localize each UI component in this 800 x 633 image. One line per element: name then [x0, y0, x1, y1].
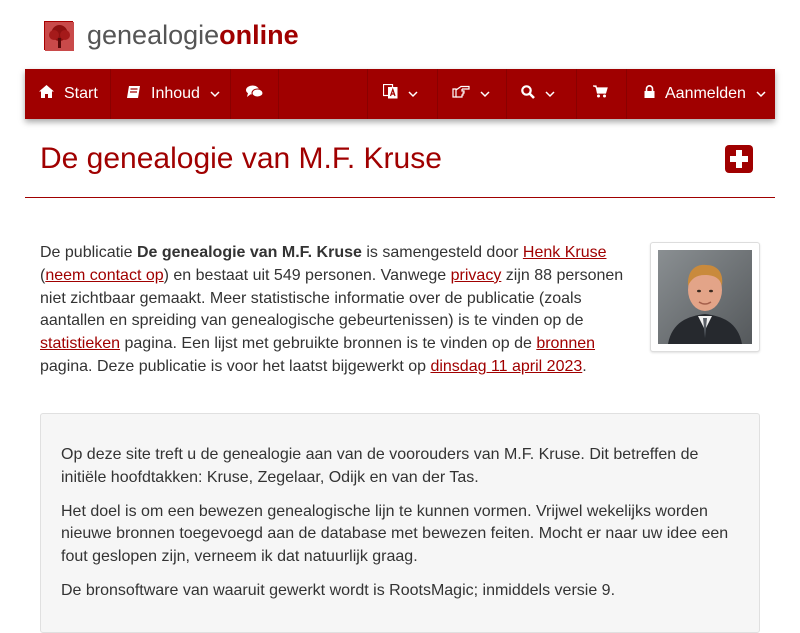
nav-shop[interactable] — [577, 69, 627, 119]
intro-text: pagina. Deze publicatie is voor het laatst bijgewerkt op — [40, 357, 431, 375]
author-photo — [658, 250, 752, 344]
intro-text: pagina. Een lijst met gebruikte bronnen is te vinden op de — [120, 335, 537, 353]
nav-inhoud[interactable] — [111, 69, 231, 119]
search-icon — [521, 85, 535, 104]
nav-start-label: Start — [64, 85, 98, 102]
nav-language[interactable] — [368, 69, 438, 119]
title-row — [25, 140, 775, 198]
intro-text: ) en bestaat uit 549 personen. Vanwege — [163, 266, 451, 284]
nav-inhoud-label: Inhoud — [151, 85, 200, 102]
home-icon — [39, 85, 54, 103]
contact-link[interactable]: neem contact op — [45, 266, 164, 284]
last-updated-link[interactable]: dinsdag 11 april 2023 — [430, 357, 583, 375]
logo-text-accent: online — [219, 20, 299, 50]
chat-icon — [246, 85, 263, 103]
nav-login[interactable] — [627, 69, 775, 119]
nav-login-label: Aanmelden — [665, 85, 746, 102]
author-photo-frame — [650, 242, 760, 352]
nav-spacer — [279, 69, 368, 119]
chevron-down-icon — [408, 85, 418, 103]
lock-icon — [644, 85, 655, 103]
tree-logo-icon — [44, 21, 73, 50]
description-paragraph: Het doel is om een bewezen genealogische lijn te kunnen vormen. Vrijwel wekelijks worden nieuwe bronnen toegevoegd aan de database met bewezen feiten. Mocht er naar uw idee een fout geslopen zijn, verneem ik dat natuurlijk graag. — [61, 502, 729, 566]
language-icon — [383, 84, 398, 104]
chevron-down-icon — [756, 85, 766, 103]
page-title: De genealogie van M.F. Kruse — [40, 142, 442, 175]
nav-contribute[interactable] — [438, 69, 507, 119]
publication-name: De genealogie van M.F. Kruse — [136, 244, 362, 261]
site-logo[interactable] — [44, 18, 299, 52]
description-paragraph: De bronsoftware van waaruit gewerkt wordt is RootsMagic; inmiddels versie 9. — [61, 581, 616, 599]
nav-forum[interactable] — [231, 69, 279, 119]
chevron-down-icon — [480, 85, 490, 103]
intro-text: zijn 88 personen niet zichtbaar gemaakt. Meer statistische informatie over de publicatie (zoals aantallen en spreiding van genealogische gebeurtenissen) is te vinden op de — [40, 266, 624, 330]
statistics-link[interactable]: statistieken — [40, 335, 121, 353]
intro-text: ( — [40, 266, 46, 284]
logo-text-main: genealogie — [87, 20, 220, 50]
intro-text: . — [582, 357, 587, 375]
nav-search[interactable] — [507, 69, 577, 119]
intro-text: De publicatie — [40, 244, 137, 261]
chevron-down-icon — [210, 85, 220, 103]
publication-intro — [40, 242, 640, 379]
cart-icon — [593, 85, 608, 103]
description-paragraph: Op deze site treft u de genealogie aan van de voorouders van M.F. Kruse. Dit betreffen de initiële hoofdtakken: Kruse, Zegelaar, Odijk en van der Tas. — [61, 446, 699, 486]
nav-start[interactable] — [25, 69, 111, 119]
main-navbar — [25, 69, 775, 119]
chevron-down-icon — [545, 85, 555, 103]
plus-square-icon[interactable] — [725, 145, 753, 173]
book-icon — [127, 85, 141, 104]
hand-pointer-icon — [452, 85, 470, 103]
sources-link[interactable]: bronnen — [536, 335, 596, 353]
description-card — [40, 413, 760, 633]
site-name — [87, 18, 299, 52]
author-link[interactable]: Henk Kruse — [522, 244, 607, 261]
intro-text: is samengesteld door — [361, 244, 523, 261]
privacy-link[interactable]: privacy — [450, 266, 502, 284]
